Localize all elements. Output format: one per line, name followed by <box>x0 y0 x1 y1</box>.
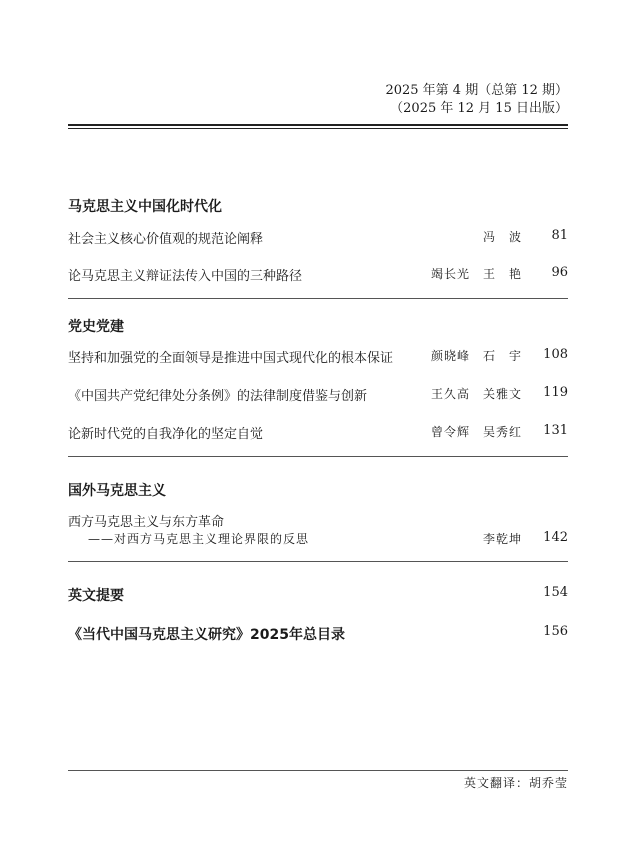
entry-page: 142 <box>543 530 568 545</box>
issue-line: 2025 年第 4 期（总第 12 期） <box>385 83 568 98</box>
entry-title[interactable]: 《当代中国马克思主义研究》2025年总目录 <box>68 627 345 643</box>
entry-page: 156 <box>543 624 568 639</box>
toc-entry[interactable] <box>68 423 568 443</box>
entry-page: 119 <box>543 385 568 400</box>
entry-authors: 李乾坤 <box>482 532 522 546</box>
entry-authors: 竭长光 王 艳 <box>430 267 522 281</box>
entry-title[interactable]: 社会主义核心价值观的规范论阐释 <box>68 232 264 247</box>
toc-entry[interactable] <box>68 385 568 405</box>
abstracts-entry[interactable] <box>68 585 568 605</box>
section-divider <box>68 561 568 562</box>
entry-page: 96 <box>551 265 568 280</box>
entry-title[interactable]: 论马克思主义辩证法传入中国的三种路径 <box>68 269 303 284</box>
publication-date: （2025 年 12 月 15 日出版） <box>390 101 568 116</box>
entry-title[interactable]: 坚持和加强党的全面领导是推进中国式现代化的根本保证 <box>68 351 394 366</box>
entry-page: 108 <box>543 347 568 362</box>
section-divider <box>68 298 568 299</box>
entry-title[interactable]: 西方马克思主义与东方革命 <box>68 515 225 530</box>
entry-authors: 曾令辉 吴秀红 <box>430 425 522 439</box>
entry-authors: 冯 波 <box>482 230 522 244</box>
entry-page: 131 <box>543 423 568 438</box>
translator-credit: 英文翻译：胡乔莹 <box>463 776 568 790</box>
entry-page: 154 <box>543 585 568 600</box>
entry-authors: 颜晓峰 石 宇 <box>430 349 522 363</box>
entry-subtitle: ——对西方马克思主义理论界限的反思 <box>88 532 310 546</box>
entry-page: 81 <box>551 228 568 243</box>
entry-title[interactable]: 论新时代党的自我净化的坚定自觉 <box>68 427 264 442</box>
section-title: 马克思主义中国化时代化 <box>68 199 222 215</box>
header-rule <box>68 124 568 129</box>
toc-entry[interactable] <box>68 347 568 367</box>
toc-entry[interactable] <box>68 511 568 531</box>
section-title: 国外马克思主义 <box>68 483 166 499</box>
entry-authors: 王久高 关雅文 <box>430 387 522 401</box>
section-title: 党史党建 <box>68 319 124 335</box>
toc-entry[interactable] <box>68 228 568 248</box>
toc-entry-meta <box>68 530 568 550</box>
entry-title[interactable]: 英文提要 <box>68 588 124 604</box>
issue-info <box>385 82 568 118</box>
entry-title[interactable]: 《中国共产党纪律处分条例》的法律制度借鉴与创新 <box>68 389 368 404</box>
annual-index-entry[interactable] <box>68 624 568 644</box>
section-divider <box>68 456 568 457</box>
footer-rule <box>68 770 568 771</box>
toc-entry[interactable] <box>68 265 568 285</box>
